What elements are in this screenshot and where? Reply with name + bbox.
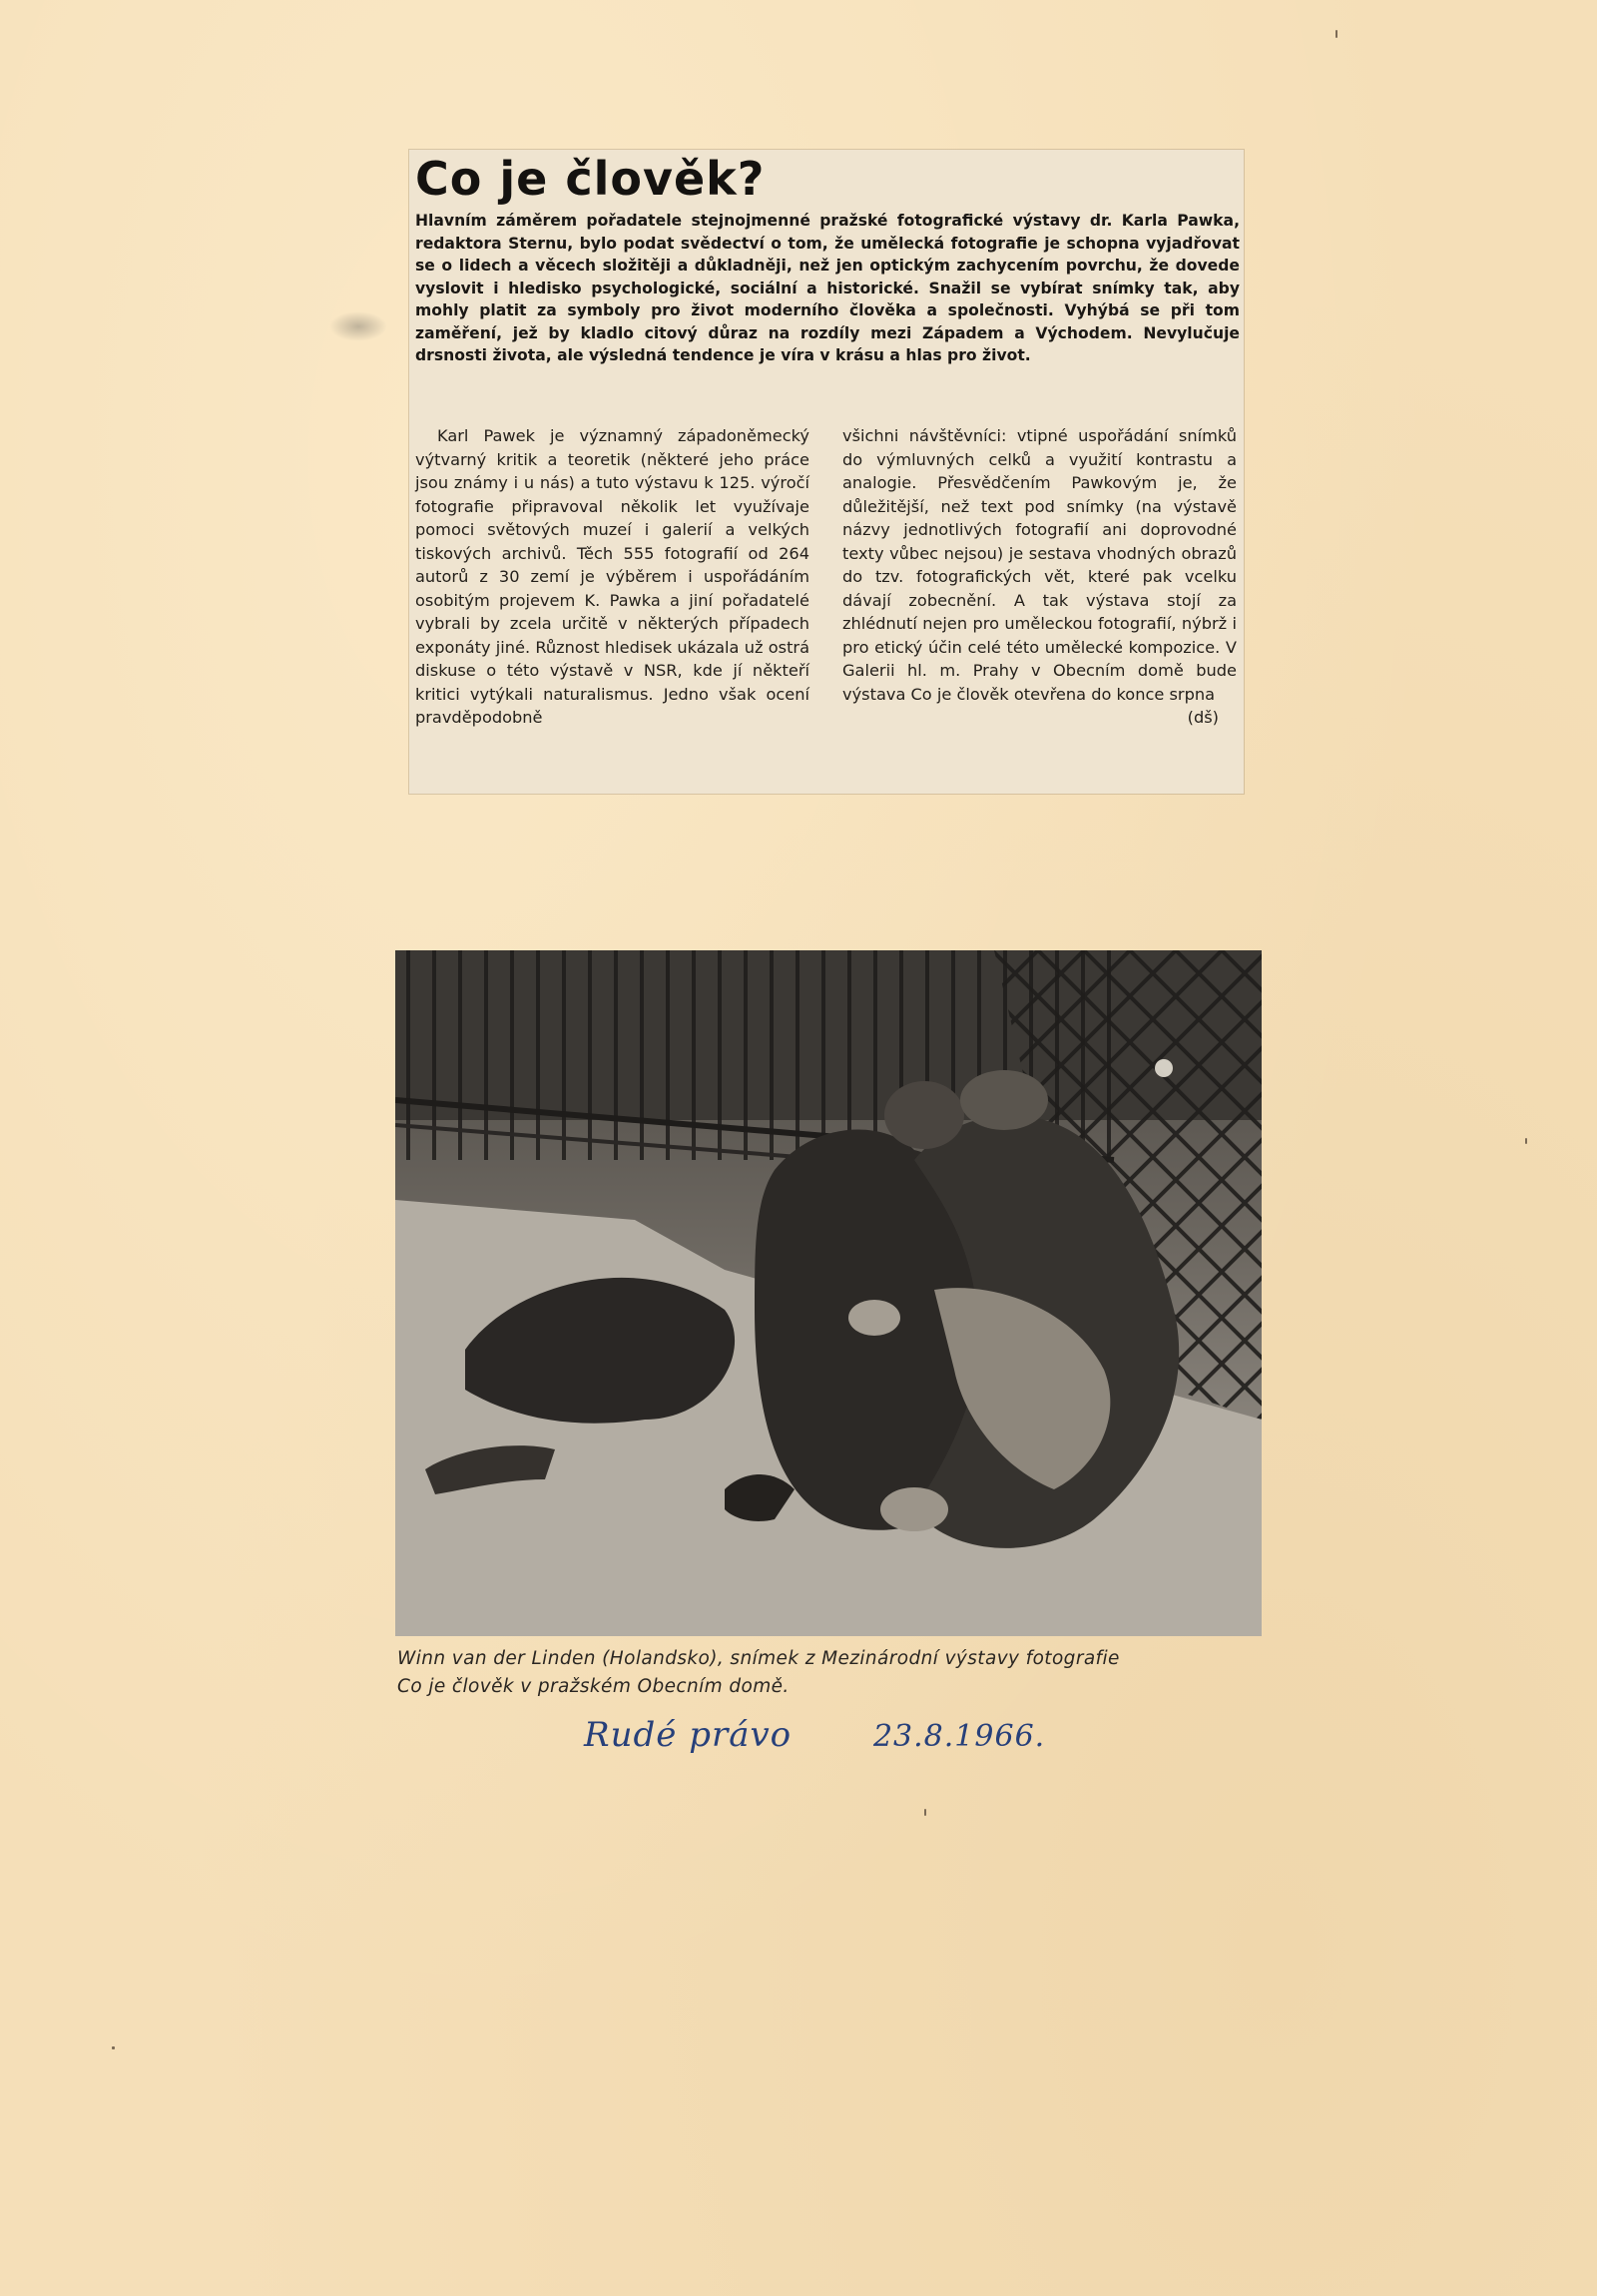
- article-column-right-text: všichni návštěvníci: vtipné uspořádání snímků do výmluvných celků a využití kontrastu a analogie. Přesvědčením Pawkovým je, že důležitější, než text pod snímky (na výstavě názvy jednotlivých fotografií ani doprovodné texty vůbec nejsou) je sestava vhodných obrazů do tzv. fotografických vět, které pak vcelku dávají zobecnění. A tak výstava stojí za zhlédnutí nejen pro uměleckou fotografií, nýbrž i pro etický účin celé této umělecké kompozice. V Galerii hl. m. Prahy v Obecním domě bude výstava Co je člověk otevřena do konce srpna: [842, 426, 1237, 704]
- paper-speck: [924, 1809, 926, 1816]
- author-signature: (dš): [1187, 708, 1219, 727]
- ink-smudge: [329, 311, 387, 341]
- article-column-right: [842, 424, 1237, 730]
- handwritten-source: Rudé právo: [584, 1715, 793, 1755]
- photo-illustration: [395, 950, 1262, 1636]
- handwritten-date: 23.8.1966.: [872, 1719, 1046, 1754]
- photo-caption-line2: Co je člověk v pražském Obecním domě.: [397, 1676, 790, 1697]
- photo-caption: [397, 1645, 1262, 1701]
- article-lead: Hlavním záměrem pořadatele stejnojmenné pražské fotografické výstavy dr. Karla Pawka, redaktora Sternu, bylo podat svědectví o tom, že umělecká fotografie je schopna vyjadřovat se o lidech a věcech složitěji a důkladněji, než jen optickým zachycením povrchu, že dovede vyslovit i hledisko psychologické, sociální a historické. Snažil se vybírat snímky tak, aby mohly platit za symboly pro život moderního člověka a společnosti. Vyhýbá se při tom zaměření, jež by kladlo citový důraz na rozdíly mezi Západem a Východem. Nevylučuje drsnosti života, ale výsledná tendence je víra v krásu a hlas pro život.: [415, 212, 1240, 364]
- handwritten-annotation: [584, 1715, 1045, 1755]
- paper-speck: [112, 2046, 115, 2049]
- news-photograph: [395, 950, 1262, 1636]
- newspaper-clipping: [409, 150, 1244, 794]
- paper-speck: [1335, 30, 1337, 38]
- article-headline: Co je člověk?: [415, 152, 766, 206]
- photo-caption-line1: Winn van der Linden (Holandsko), snímek z Mezinárodní výstavy fotografie: [397, 1648, 1120, 1669]
- paper-speck: [1525, 1138, 1527, 1144]
- article-column-left: Karl Pawek je významný západoněmecký výtvarný kritik a teoretik (některé jeho práce jsou známy i u nás) a tuto výstavu k 125. výročí fotografie připravoval několik let využívaje pomoci světových muzeí i galerií a velkých tiskových archivů. Těch 555 fotografií od 264 autorů z 30 zemí je výběrem i uspořádáním osobitým projevem K. Pawka a jiní pořadatelé vybrali by zcela určitě v některých případech exponáty jiné. Různost hledisek ukázala už ostrá diskuse o této výstavě v NSR, kde jí někteří kritici vytýkali naturalismus. Jedno však ocení pravděpodobně: [415, 426, 809, 727]
